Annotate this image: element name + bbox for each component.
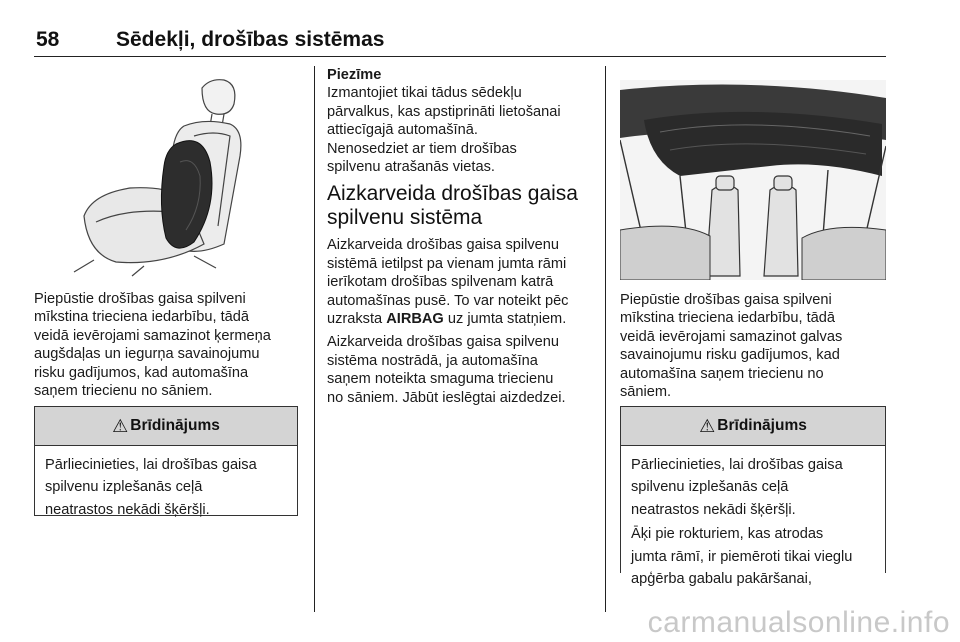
note-line: Izmantojiet tikai tādus sēdekļu [327,85,522,102]
note-title: Piezīme [327,67,382,83]
heading-line: Aizkarveida drošības gaisa [327,182,578,206]
warning-triangle-icon: ⚠ [699,415,716,436]
seat-airbag-illustration [34,66,298,278]
note-line: attiecīgajā automašīnā. [327,122,478,139]
warning-body [621,446,885,600]
paragraph-1 [327,236,599,328]
heading-line: spilvenu sistēma [327,206,483,230]
caption-line: risku gadījumos, kad automašīna [34,364,249,381]
warning-header [35,407,297,446]
para-line: ierīkotam drošības spilvenam katrā [327,274,554,291]
para-line [327,310,599,328]
caption-line: mīkstina trieciena iedarbību, tādā [620,310,835,327]
seat-airbag-drawing [34,66,298,278]
para-line: saņem noteikta smaguma triecienu [327,371,554,388]
paragraph-2 [327,333,599,407]
watermark: carmanualsonline.info [647,606,950,639]
header-rule [34,56,886,57]
para-text: uz jumta statņiem. [443,311,567,328]
warning-title: Brīdinājums [130,417,220,434]
warning-body [35,446,297,531]
para-line: no sāniem. Jābūt ieslēgtai aizdedzei. [327,389,566,406]
warning-box-right [620,406,886,588]
caption-line: automašīna saņem triecienu no [620,365,824,382]
airbag-label: AIRBAG [386,311,444,328]
warning-line: Pārliecinieties, lai drošības gaisa [631,457,843,473]
caption-line: saņem triecienu no sāniem. [34,383,213,400]
caption-line: veidā ievērojami samazinot galvas [620,328,843,345]
caption-line: savainojumu risku gadījumos, kad [620,347,840,364]
left-caption [34,290,304,400]
warning-line: jumta rāmī, ir piemēroti tikai vieglu [631,548,853,565]
caption-line: mīkstina trieciena iedarbību, tādā [34,309,249,326]
para-line: sistēmā ietilpst pa vienam jumta rāmi [327,255,567,272]
section-heading [327,182,599,230]
warning-line: neatrastos nekādi šķēršļi. [45,501,210,518]
caption-line: augšdaļas un iegurņa savainojumu [34,346,260,363]
caption-line: Piepūstie drošības gaisa spilveni [34,291,246,307]
warning-line: apģērba gabalu pakāršanai, [631,571,812,588]
middle-column [327,66,599,407]
caption-line: veidā ievērojami samazinot ķermeņa [34,327,271,344]
warning-line: Āķi pie rokturiem, kas atrodas [631,526,824,543]
column-divider-left [314,66,315,612]
column-divider-right [605,66,606,612]
note-line: Nenosedziet ar tiem drošības [327,140,517,157]
warning-box-left [34,406,298,516]
warning-title: Brīdinājums [717,417,807,434]
page-title: Sēdekļi, drošības sistēmas [116,28,385,51]
caption-line: Piepūstie drošības gaisa spilveni [620,292,832,308]
page-number: 58 [36,28,60,51]
warning-line: neatrastos nekādi šķēršļi. [631,501,796,518]
para-line: Aizkarveida drošības gaisa spilvenu [327,334,560,351]
right-caption [620,291,890,401]
para-line: sistēma nostrādā, ja automašīna [327,352,538,369]
note-line: pārvalkus, kas apstiprināti lietošanai [327,103,561,120]
curtain-airbag-illustration [620,80,886,280]
caption-line: sāniem. [620,384,672,401]
curtain-airbag-drawing [620,80,886,280]
warning-line: spilvenu izplešanās ceļā [631,479,789,496]
warning-line: spilvenu izplešanās ceļā [45,479,203,496]
page-header [36,28,384,52]
warning-triangle-icon: ⚠ [112,415,129,436]
note-line: spilvenu atrašanās vietas. [327,159,495,176]
para-line: Aizkarveida drošības gaisa spilvenu [327,237,560,254]
warning-header [621,407,885,446]
warning-line: Pārliecinieties, lai drošības gaisa [45,457,257,473]
para-line: automašīnas pusē. To var noteikt pēc [327,292,569,309]
para-text: uzraksta [327,311,387,328]
